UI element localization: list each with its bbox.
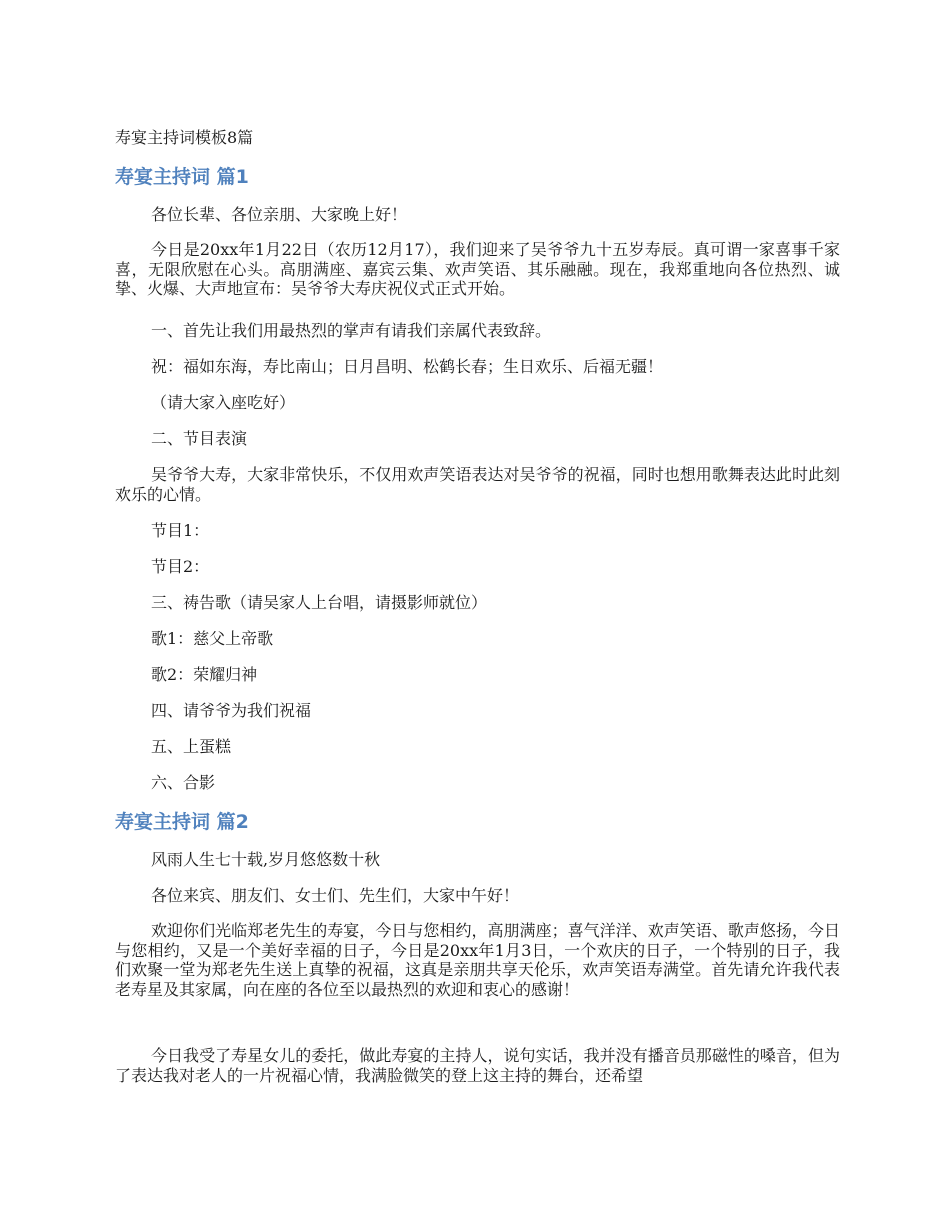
- paragraph: 六、合影: [151, 773, 216, 792]
- paragraph: 四、请爷爷为我们祝福: [151, 701, 312, 720]
- paragraph: 风雨人生七十载,岁月悠悠数十秋: [151, 850, 381, 869]
- paragraph: 各位长辈、各位亲朋、大家晚上好！: [151, 205, 408, 224]
- paragraph: 歌1：慈父上帝歌: [151, 629, 274, 648]
- paragraph: 节目1：: [151, 521, 210, 540]
- paragraph: 节目2：: [151, 557, 210, 576]
- paragraph: 三、祷告歌（请吴家人上台唱，请摄影师就位）: [151, 593, 488, 612]
- paragraph: 今日我受了寿星女儿的委托，做此寿宴的主持人，说句实话，我并没有播音员那磁性的嗓音，但为了表达我对老人的一片祝福心情，我满脸微笑的登上这主持的舞台，还希望: [115, 1046, 840, 1085]
- paragraph: （请大家入座吃好）: [151, 393, 296, 412]
- paragraph: 祝：福如东海，寿比南山；日月昌明、松鹤长春；生日欢乐、后福无疆！: [151, 357, 664, 376]
- paragraph: 二、节目表演: [151, 429, 248, 448]
- paragraph: 五、上蛋糕: [151, 737, 232, 756]
- section-heading-2: 寿宴主持词 篇2: [115, 811, 249, 833]
- paragraph: 吴爷爷大寿，大家非常快乐，不仅用欢声笑语表达对吴爷爷的祝福，同时也想用歌舞表达此时此刻欢乐的心情。: [115, 465, 840, 504]
- paragraph: 一、首先让我们用最热烈的掌声有请我们亲属代表致辞。: [151, 321, 552, 340]
- paragraph: 各位来宾、朋友们、女士们、先生们，大家中午好！: [151, 886, 520, 905]
- paragraph: 欢迎你们光临郑老先生的寿宴，今日与您相约，高朋满座；喜气洋洋、欢声笑语、歌声悠扬，今日与您相约，又是一个美好幸福的日子，今日是20xx年1月3日，一个欢庆的日子，一个特别的日子，我们欢聚一堂为郑老先生送上真挚的祝福，这真是亲朋共享天伦乐，欢声笑语寿满堂。首先请允许我代表老寿星及其家属，向在座的各位至以最热烈的欢迎和衷心的感谢！: [115, 921, 840, 999]
- section-heading-1: 寿宴主持词 篇1: [115, 166, 249, 188]
- document-title: 寿宴主持词模板8篇: [115, 128, 254, 147]
- paragraph: 歌2：荣耀归神: [151, 665, 258, 684]
- paragraph: 今日是20xx年1月22日（农历12月17），我们迎来了吴爷爷九十五岁寿辰。真可谓一家喜事千家喜，无限欣慰在心头。高朋满座、嘉宾云集、欢声笑语、其乐融融。现在，我郑重地向各位热烈、诚挚、火爆、大声地宣布：吴爷爷大寿庆祝仪式正式开始。: [115, 240, 840, 298]
